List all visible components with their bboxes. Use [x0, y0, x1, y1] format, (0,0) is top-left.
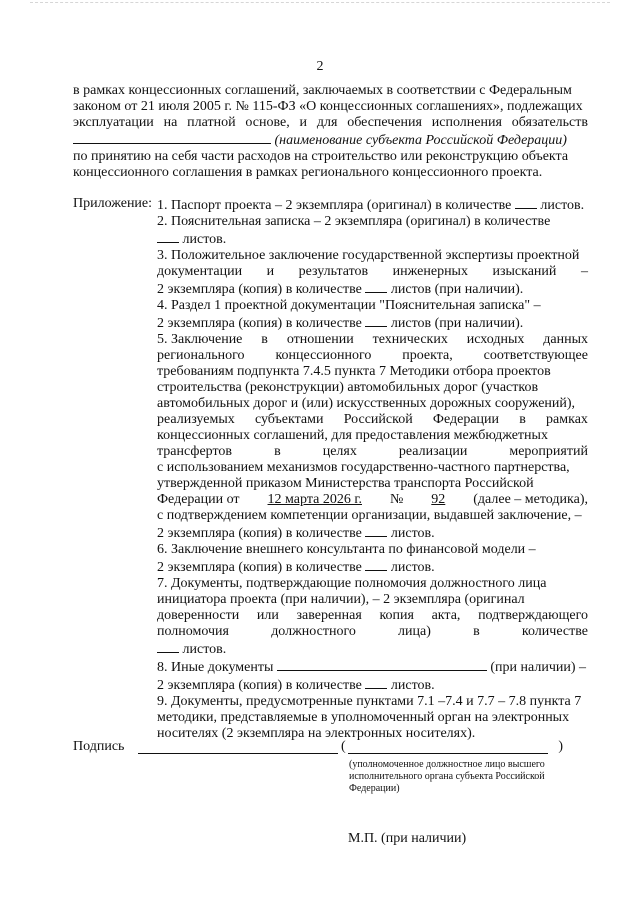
signatory-note: (уполномоченное должностное лицо высшего исполнительного органа субъекта Российской Федерации) [349, 759, 545, 794]
item-7: 7. Документы, подтверждающие полномочия должностного лица [157, 576, 547, 591]
item-9: 9. Документы, предусмотренные пунктами 7.1 –7.4 и 7.7 – 7.8 пункта 7 [157, 694, 582, 709]
item-8: 8. Иные документы (при наличии) – [157, 660, 587, 675]
attachments-label: Приложение: [73, 196, 153, 211]
attachments-list: 1. Паспорт проекта – 2 экземпляра (оригинал) в количестве листов. 2. Пояснительная записка – 2 экземпляра (оригинал) в количестве листов. 3. Положительное заключение государственной экспертизы проектной документации и результатов инженерных изысканий – 2 экземпляра (копия) в количестве листов (при наличии). 4. Раздел 1 проектной документации "Пояснительная записка" – 2 экземпляра (копия) в количестве листов (при наличии). 5. Заключение в отношении технических исходных данных регионального концессионного проекта, соответствующее требованиям подпункта 7.4.5 пункта 7 Методики отбора проектов строительства (реконструкции) автомобильных дорог (участков автомобильных дорог и (или) искусственных дорожных сооружений), реализуемых субъектами Российской Федерации в рамках концессионных соглашений, для предоставления межбюджетных трансфертов в целях реализации мероприятий с использованием механизмов государственно-частного партнерства, утвержденной приказом Министерства транспорта Российской Федерации от 12 марта 2026 г. № 92 (далее – методика), с подтверждением компетенции организации, выдавшей заключение, – 2 экземпляра (копия) в количестве листов. 6. Заключение внешнего консультанта по финансовой модели – 2 экземпляра (копия) в количестве листов. 7. Документы, подтверждающие полномочия должностного лица инициатора проекта (при наличии), – 2 экземпляра (оригинал доверенности или заверенная копия акта, подтверждающего полномочия должностного лица) в количестве листов. 8. Иные документы (при наличии) – 2 экземпляра (копия) в количестве листов. 9. Документы, предусмотренные пунктами 7.1 –7.4 и 7.7 – 7.8 пункта 7 методики, представляемые в уполномоченный орган на электронных носителях (2 экземпляра на электронных носителях). [157, 198, 588, 741]
other-docs-blank [277, 658, 487, 671]
order-date: 12 марта 2026 г. [267, 492, 362, 507]
signature-blank [138, 753, 338, 754]
intro-line-4: (наименование субъекта Российской Федерации) [73, 131, 588, 149]
intro-line-1: в рамках концессионных соглашений, заключаемых в соответствии с Федеральным [73, 83, 572, 98]
stamp-place: М.П. (при наличии) [348, 831, 467, 846]
intro-line-2: законом от 21 июля 2005 г. № 115-ФЗ «О концессионных соглашениях», подлежащих [73, 99, 583, 114]
signatory-name-blank [348, 753, 548, 754]
page-number: 2 [316, 59, 324, 74]
signatory-paren: ( ) [341, 739, 563, 754]
signature-label: Подпись [73, 739, 125, 754]
intro-paragraph [73, 83, 588, 181]
intro-line-3: эксплуатации на платной основе, и для обеспечения исполнения обязательств [73, 115, 588, 130]
scan-top-edge [30, 2, 610, 4]
methodology-date-line: Федерации от 12 марта 2026 г. № 92 (далее – методика), [157, 492, 588, 507]
item-5: 5. Заключение в отношении технических исходных данных [157, 332, 588, 347]
intro-line-5: по принятию на себя части расходов на строительство или реконструкцию объекта [73, 149, 569, 164]
item-6: 6. Заключение внешнего консультанта по финансовой модели – [157, 542, 536, 557]
item-1: 1. Паспорт проекта – 2 экземпляра (оригинал) в количестве листов. [157, 198, 585, 213]
item-3: 3. Положительное заключение государственной экспертизы проектной [157, 248, 580, 263]
intro-line-6: концессионного соглашения в рамках регионального концессионного проекта. [73, 165, 543, 180]
item-2: 2. Пояснительная записка – 2 экземпляра (оригинал) в количестве [157, 214, 551, 229]
item-4: 4. Раздел 1 проектной документации "Пояснительная записка" – [157, 298, 541, 313]
region-name-blank [73, 131, 271, 144]
order-number: 92 [431, 492, 446, 507]
